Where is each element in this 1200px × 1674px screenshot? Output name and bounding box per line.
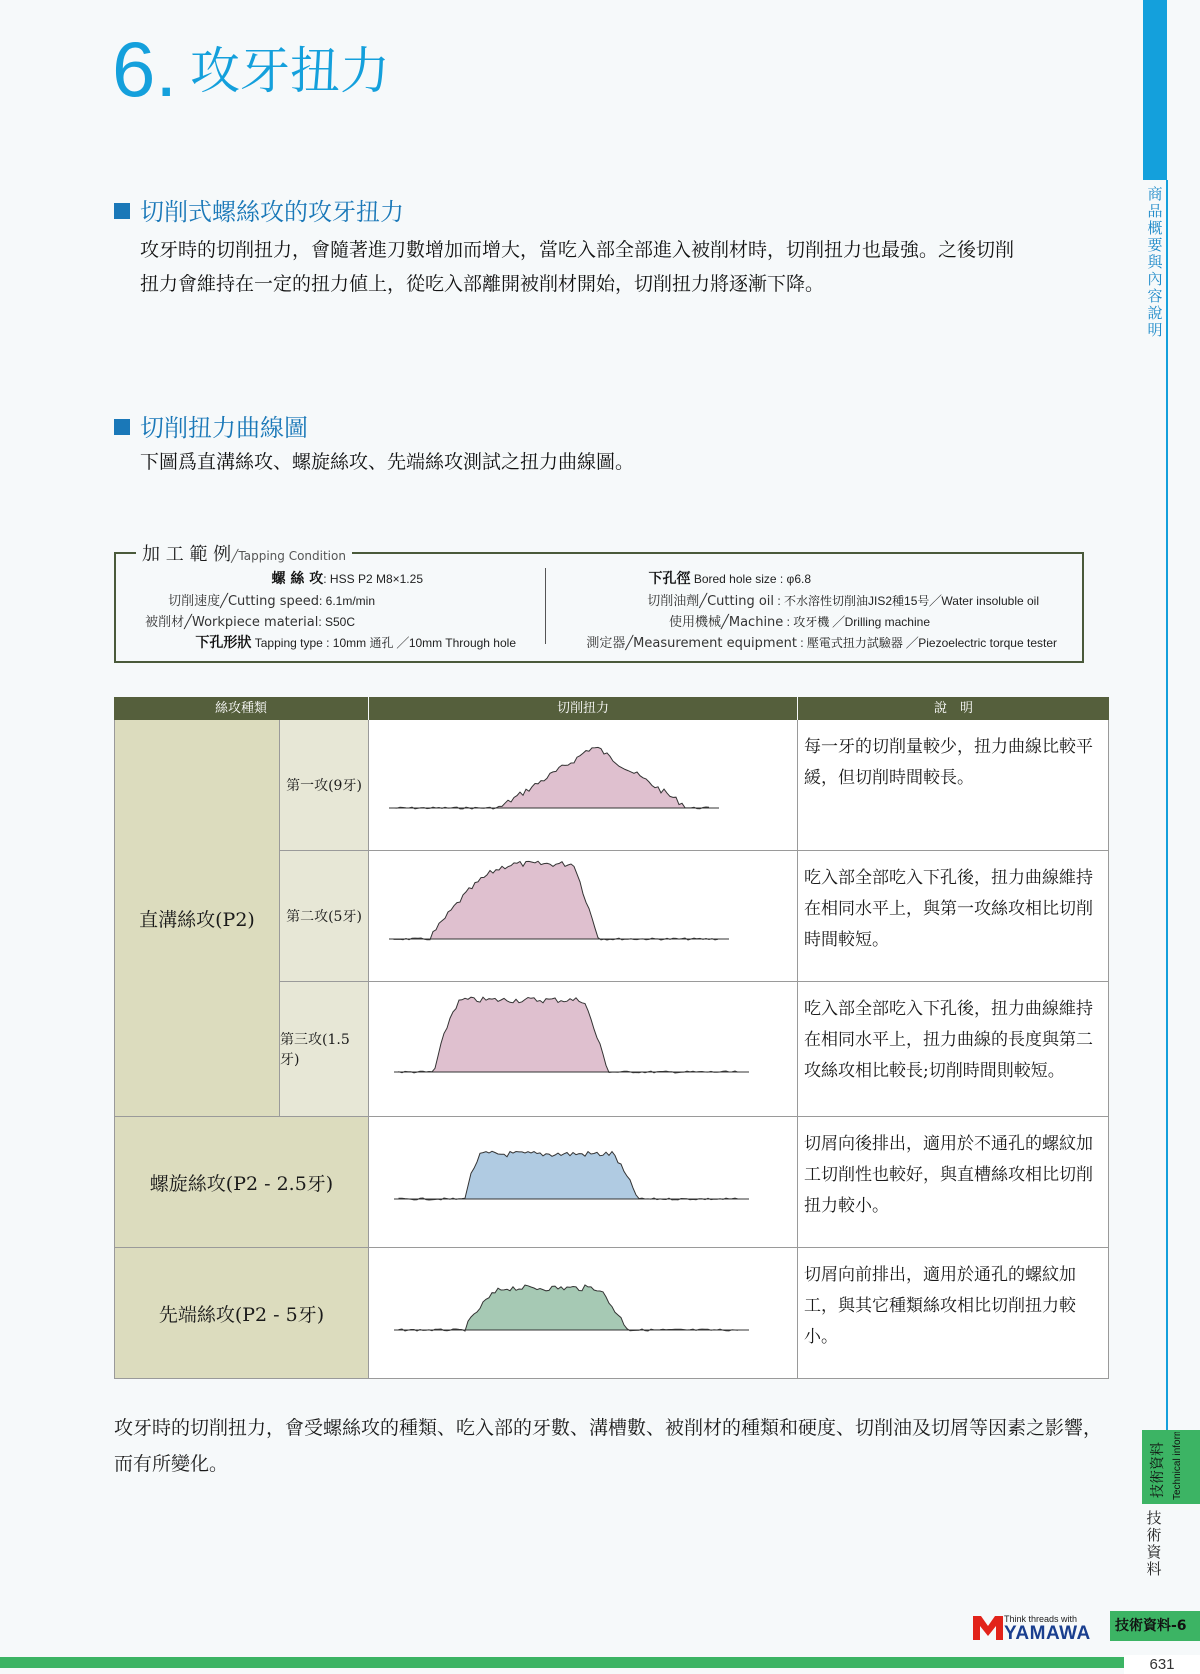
condition-tapping-type: 下孔形狀 Tapping type : 10mm 通孔 ╱10mm Through hole — [195, 635, 516, 651]
spiral-tap-label: 螺旋絲攻(P2 - 2.5牙) — [114, 1117, 369, 1248]
header-description: 說 明 — [798, 697, 1109, 720]
row-description: 切屑向前排出，適用於通孔的螺紋加工，與其它種類絲攻相比切削扭力較小。 — [798, 1248, 1109, 1379]
straight-flute-group-label: 直溝絲攻(P2) — [114, 720, 280, 1117]
torque-area — [394, 747, 709, 809]
section-heading-cutting-torque: 切削式螺絲攻的攻牙扭力 — [114, 192, 404, 227]
square-bullet-icon — [114, 203, 130, 219]
section-number: 6. — [112, 25, 178, 113]
row-description: 切屑向後排出，適用於不通孔的螺紋加工切削性也較好，與直槽絲攻相比切削扭力較小。 — [798, 1117, 1109, 1248]
footer-section-tab: 技術資料-6 — [1110, 1611, 1200, 1641]
footer-tagline: Think threads with — [1004, 1614, 1078, 1624]
condition-measurement: 測定器╱Measurement equipment : 壓電式扭力試驗器 ╱Piezoelectric torque tester — [586, 636, 1057, 651]
row-description: 吃入部全部吃入下孔後，扭力曲線維持在相同水平上，與第一攻絲攻相比切削時間較短。 — [798, 851, 1109, 982]
side-tab-zh: 技術資料 — [1150, 1442, 1166, 1498]
footer-bar — [0, 1657, 1200, 1668]
side-label-technical: 技 術 資 料 — [1146, 1509, 1162, 1578]
torque-curve-3 — [369, 982, 797, 1117]
row-sub-label: 第一攻(9牙) — [280, 720, 369, 851]
row-description: 吃入部全部吃入下孔後，扭力曲線維持在相同水平上，扭力曲線的長度與第二攻絲攻相比較長;切削時間則較短。 — [798, 982, 1109, 1117]
yamawa-logo-icon — [973, 1614, 1003, 1640]
page-number: 631 — [1124, 1655, 1200, 1674]
row-sub-label: 第三攻(1.5牙) — [280, 982, 369, 1117]
side-tab-text — [1142, 1432, 1200, 1502]
torque-curve-4 — [369, 1117, 797, 1248]
torque-area — [394, 861, 719, 940]
footer-brand: YAMAWA — [1004, 1623, 1091, 1644]
header-cutting-torque: 切削扭力 — [369, 697, 797, 720]
condition-workpiece: 被削材╱Workpiece material: S50C — [145, 615, 355, 630]
row-description: 每一牙的切削量較少，扭力曲線比較平緩，但切削時間較長。 — [798, 720, 1109, 851]
side-label-overview: 商 品 概 要 與 內 容 說 明 — [1147, 185, 1163, 339]
torque-curve-5 — [369, 1248, 797, 1379]
square-bullet-icon — [114, 419, 130, 435]
torque-table — [114, 697, 1109, 1379]
side-tab-technical-label — [1142, 1432, 1200, 1502]
torque-curve-cell — [369, 720, 798, 851]
row-sub-label: 第二攻(5牙) — [280, 851, 369, 982]
condition-machine: 使用機械╱Machine : 攻牙機 ╱Drilling machine — [669, 615, 930, 630]
condition-cutting-oil: 切削油劑╱Cutting oil : 不水溶性切削油JIS2種15号╱Water insoluble oil — [647, 594, 1039, 609]
page-title: 攻牙扭力 — [190, 42, 390, 100]
torque-curve-cell — [369, 1248, 798, 1379]
side-accent-bar — [1143, 0, 1167, 180]
tapping-condition-title: 加 工 範 例╱Tapping Condition — [136, 540, 352, 566]
section-heading-torque-curve: 切削扭力曲線圖 — [114, 408, 308, 443]
torque-curve-cell — [369, 851, 798, 982]
torque-curve-1 — [369, 720, 797, 851]
torque-area — [399, 997, 739, 1073]
header-tap-type: 絲攻種類 — [114, 697, 368, 720]
torque-area — [399, 1151, 739, 1200]
section1-line-1: 攻牙時的切削扭力，會隨著進刀數增加而增大，當吃入部全部進入被削材時，切削扭力也最強。之後切削 — [140, 239, 1015, 261]
condition-tap: 螺 絲 攻: HSS P2 M8×1.25 — [271, 571, 423, 587]
torque-curve-cell — [369, 982, 798, 1117]
condition-divider — [545, 568, 546, 644]
condition-bored-hole: 下孔徑 Bored hole size : φ6.8 — [648, 571, 811, 587]
torque-curve-cell — [369, 1117, 798, 1248]
torque-area — [399, 1285, 739, 1331]
spiral-point-tap-label: 先端絲攻(P2 - 5牙) — [114, 1248, 369, 1379]
side-tab-en: Technical information — [1172, 1432, 1183, 1500]
section1-line-2: 扭力會維持在一定的扭力値上，從吃入部離開被削材開始，切削扭力將逐漸下降。 — [140, 273, 825, 295]
torque-curve-2 — [369, 851, 797, 982]
bottom-paragraph: 攻牙時的切削扭力，會受螺絲攻的種類、吃入部的牙數、溝槽數、被削材的種類和硬度、切削油及切屑等因素之影響，而有所變化。 — [114, 1417, 1103, 1475]
condition-cutting-speed: 切削速度╱Cutting speed: 6.1m/min — [168, 594, 375, 609]
side-accent-line — [1166, 180, 1168, 1430]
section2-text: 下圖爲直溝絲攻、螺旋絲攻、先端絲攻測試之扭力曲線圖。 — [140, 451, 635, 473]
